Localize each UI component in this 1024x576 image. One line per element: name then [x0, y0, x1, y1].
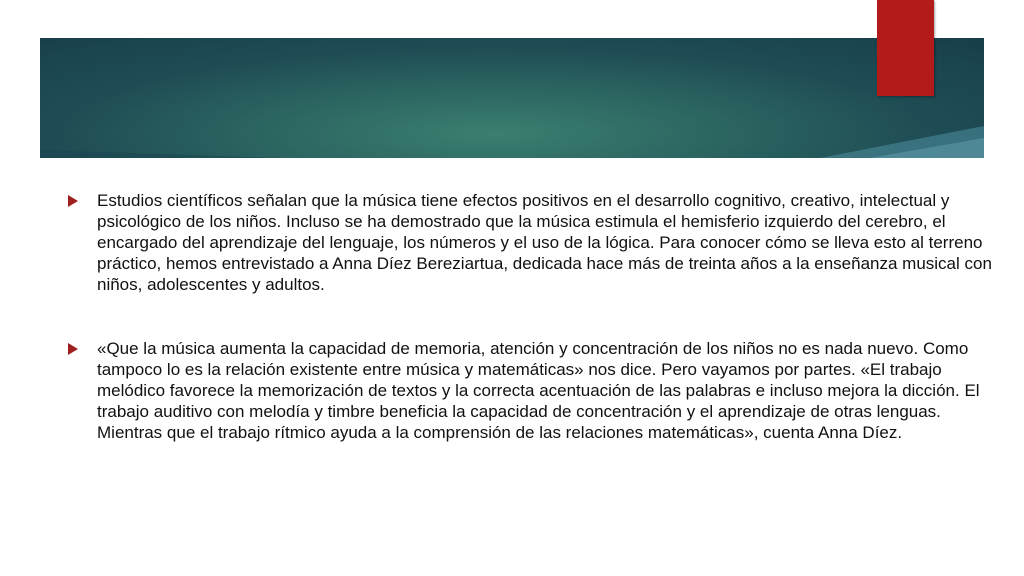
bullet-text-2: «Que la música aumenta la capacidad de memoria, atención y concentración de los niños no es nada nuevo. Como tampoco lo es la relación existente entre música y matemáticas» nos dice. Pero vayamos por partes. «El trabajo melódico favorece la memorización de textos y la correcta acentuación de las palabras e incluso mejora la dicción. El trabajo auditivo con melodía y timbre beneficia la capacidad de concentración y el aprendizaje de otras lenguas. Mientras que el trabajo rítmico ayuda a la comprensión de las relaciones matemáticas», cuenta Anna Díez. — [97, 339, 980, 442]
header-banner — [40, 38, 984, 158]
triangle-right-icon — [68, 195, 78, 207]
bullet-item-2 — [68, 338, 998, 443]
bullet-text-1: Estudios científicos señalan que la música tiene efectos positivos en el desarrollo cognitivo, creativo, intelectual y psicológico de los niños. Incluso se ha demostrado que la música estimula el hemisferio izquierdo del cerebro, el encargado del aprendizaje del lenguaje, los números y el uso de la lógica. Para conocer cómo se lleva esto al terreno práctico, hemos entrevistado a Anna Díez Bereziartua, dedicada hace más de treinta años a la enseñanza musical con niños, adolescentes y adultos. — [97, 191, 992, 294]
triangle-right-icon — [68, 343, 78, 355]
banner-corner-decoration — [40, 38, 984, 158]
red-accent-tab — [877, 0, 934, 96]
slide-content — [68, 190, 998, 443]
bullet-item-1 — [68, 190, 998, 295]
slide-top-strip — [0, 0, 1024, 38]
